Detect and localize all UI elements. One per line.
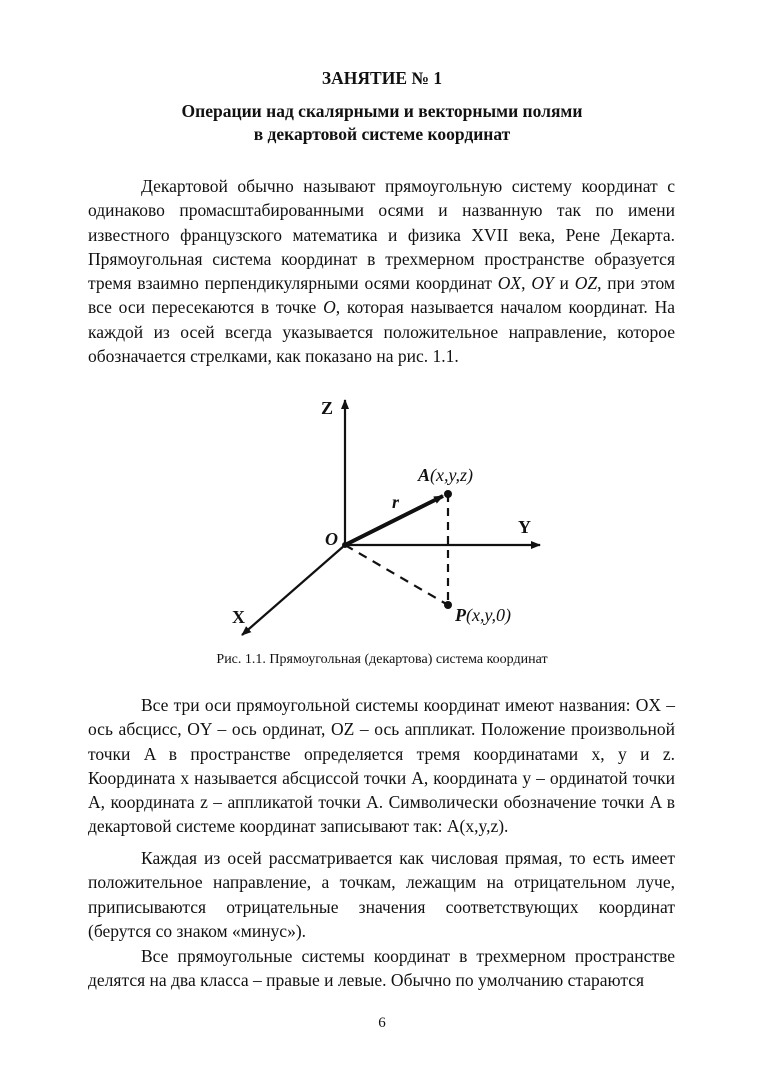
origin-point <box>342 542 348 548</box>
paragraph-intro <box>88 174 675 368</box>
paragraph-axes-names: Все три оси прямоугольной системы координат имеют названия: OX – ось абсцисс, OY – ось ординат, OZ – ось аппликат. Положение произвольной точки A в пространстве определяется тремя координатами x, y и z. Координата x называется абсциссой точки A, координата y – ординатой точки A, координата z – аппликатой точки A. Символически обозначение точки A в декартовой системе координат записывают так: A(x,y,z). <box>88 695 675 837</box>
label-z: Z <box>321 398 334 418</box>
paragraph-handedness: Все прямоугольные системы координат в трехмерном пространстве делятся на два класса – правые и левые. Обычно по умолчанию стараются <box>88 946 675 991</box>
coordinate-system-diagram <box>215 390 545 640</box>
paragraph-intro-text-3: , которая называется началом координат. На каждой из осей всегда указывается положительное направление, которое обозначается стрелками, как показано на рис. 1.1. <box>88 297 675 367</box>
axis-oz-label: OZ <box>574 273 598 294</box>
figure-caption: Рис. 1.1. Прямоугольная (декартова) система координат <box>216 652 548 667</box>
label-x: X <box>232 607 245 627</box>
point-p <box>444 601 452 609</box>
point-a <box>444 490 452 498</box>
dashed-op <box>345 545 448 605</box>
origin-label: O <box>323 297 336 318</box>
label-y: Y <box>518 517 531 537</box>
x-axis <box>242 545 345 635</box>
label-point-p <box>454 605 511 626</box>
lesson-title: ЗАНЯТИЕ № 1 <box>321 68 443 88</box>
paragraph-intro-text-1: Декартовой обычно называют прямоугольную систему координат с одинаково промасштабированными осями и названную так по имени известного французского математика и физика XVII века, Рене Декарта. Прямоугольная система координат в трехмерном пространстве образуется тремя взаимно перпендикулярными осями координат <box>88 176 675 294</box>
axis-ox-label: OX <box>497 273 522 294</box>
label-p-coords: (x,y,0) <box>466 605 511 625</box>
lesson-subtitle-line2: в декартовой системе координат <box>253 124 511 144</box>
label-r: r <box>392 492 400 512</box>
lesson-subtitle-line1: Операции над скалярными и векторными полями <box>181 101 583 121</box>
paragraph-intro-text-2: , при этом все оси пересекаются в точке <box>88 273 675 318</box>
paragraph-number-line: Каждая из осей рассматривается как числовая прямая, то есть имеет положительное направление, а точкам, лежащим на отрицательном луче, приписываются отрицательные значения соответствующих координат (берутся со знаком «минус»). <box>88 848 675 941</box>
coordinate-system-figure <box>215 390 545 640</box>
separator: , <box>521 273 532 294</box>
label-a-letter: A <box>418 465 431 485</box>
page-number: 6 <box>378 1015 386 1031</box>
label-p-letter: P <box>455 605 466 625</box>
label-point-a <box>417 465 473 486</box>
label-o: O <box>325 529 338 549</box>
label-a-coords: (x,y,z) <box>430 465 473 485</box>
conjunction: и <box>553 273 575 294</box>
axis-oy-label: OY <box>531 273 554 294</box>
